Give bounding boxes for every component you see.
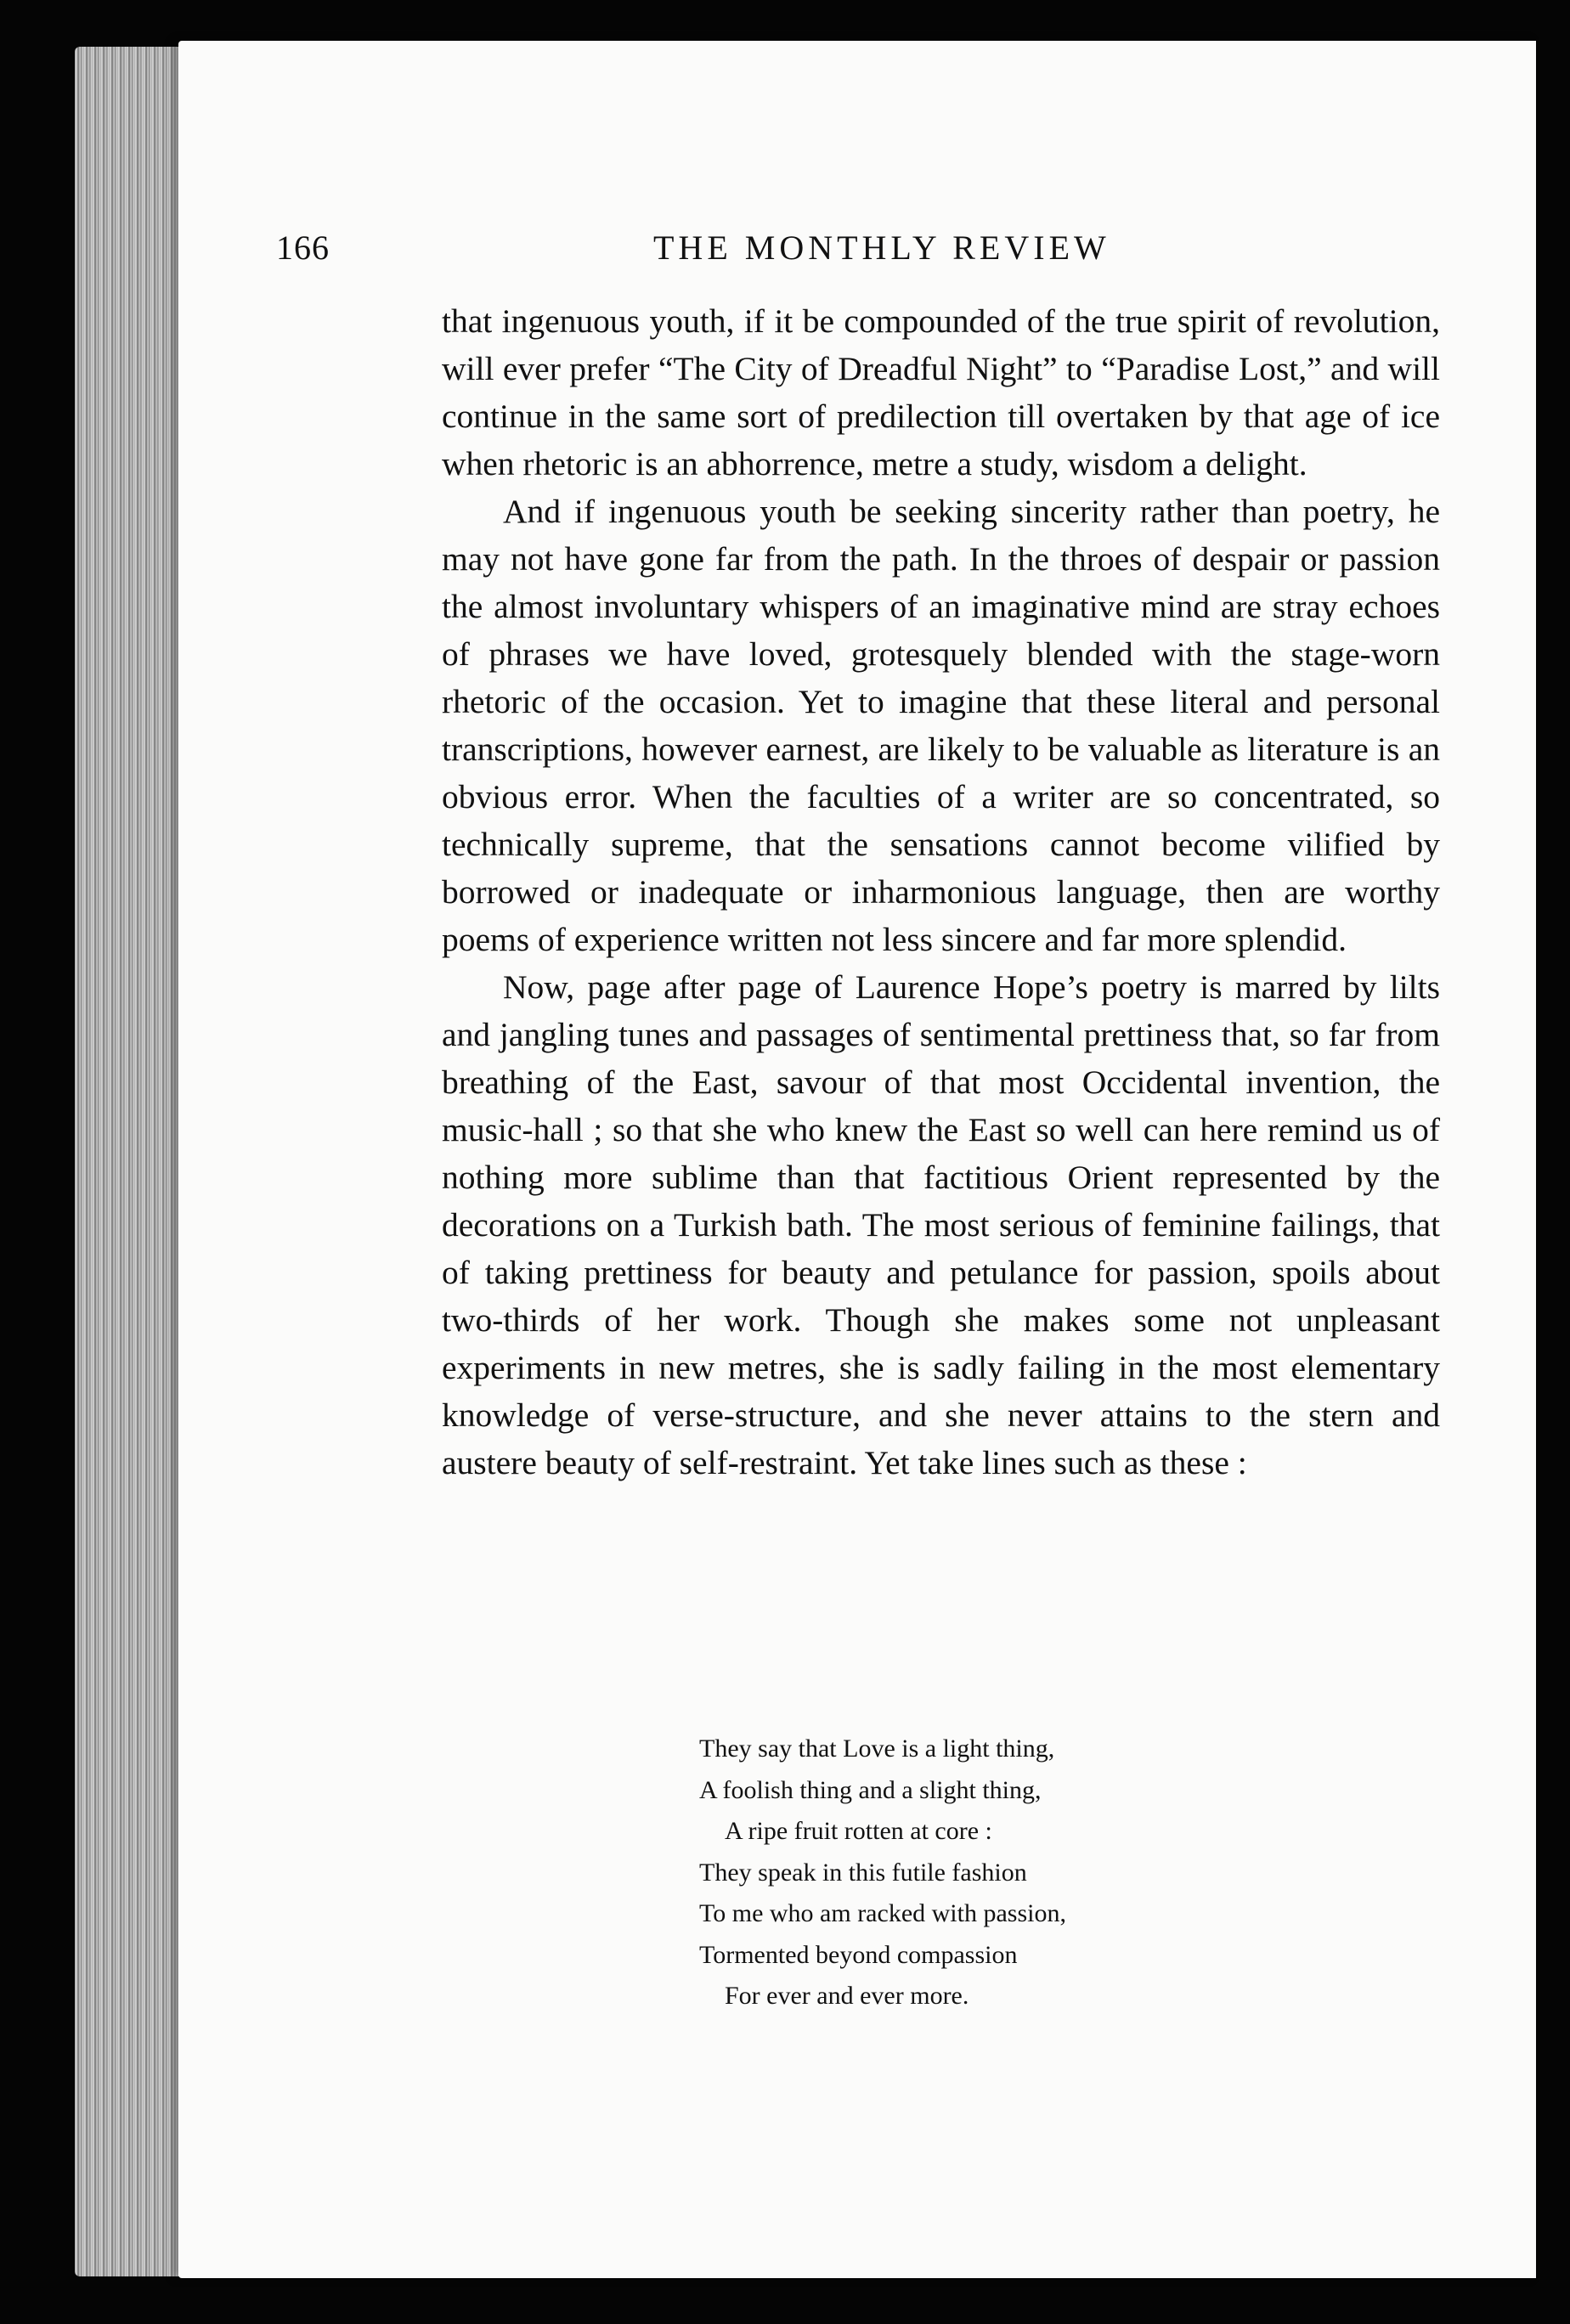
poem-line: They say that Love is a light thing, xyxy=(699,1735,1055,1763)
poem-line: To me who am racked with passion, xyxy=(699,1899,1066,1927)
running-head: THE MONTHLY REVIEW xyxy=(653,228,1110,267)
poem-line: For ever and ever more. xyxy=(725,1982,969,2010)
poem-line: They speak in this futile fashion xyxy=(699,1858,1027,1887)
page-header xyxy=(276,228,1228,287)
page-number: 166 xyxy=(276,228,330,267)
poem-line: Tormented beyond compassion xyxy=(699,1940,1018,1969)
paragraph-1: that ingenuous youth, if it be compounded of the true spirit of revolution, will ever prefer “The City of Dreadful Night” to “Paradise Lost,” and will continue in the same sort of predilection till overtaken by that age of ice when rhetoric is an abhorrence, metre a study, wisdom a delight. xyxy=(442,302,1440,482)
poem-line: A foolish thing and a slight thing, xyxy=(699,1775,1042,1804)
poem-quotation xyxy=(699,1729,1175,2017)
paragraph-3: Now, page after page of Laurence Hope’s poetry is marred by lilts and jangling tunes and passages of sentimental prettiness that, so far from breathing of the East, savour of that most Occidental invention, the music-hall ; so that she who knew the East so well can here remind us of nothing more sublime than that factitious Orient represented by the decorations on a Turkish bath. The most serious of feminine failings, that of taking prettiness for beauty and petulance for passion, spoils about two-thirds of her work. Though she makes some not unpleasant experiments in new metres, she is sadly failing in the most elementary knowledge of verse-structure, and she never attains to the stern and austere beauty of self-restraint. Yet take lines such as these : xyxy=(442,968,1440,1481)
article-body xyxy=(442,297,1440,1486)
paragraph-2: And if ingenuous youth be seeking sincerity rather than poetry, he may not have gone far from the path. In the throes of despair or passion the almost involuntary whispers of an imaginative mind are stray echoes of phrases we have loved, grotesquely blended with the stage-worn rhetoric of the occasion. Yet to imagine that these literal and personal transcriptions, however earnest, are likely to be valuable as literature is an obvious error. When the faculties of a writer are so concentrated, so technically supreme, that the sensations cannot become vilified by borrowed or inadequate or inharmonious language, then are worthy poems of experience written not less sincere and far more splendid. xyxy=(442,493,1440,958)
poem-line: A ripe fruit rotten at core : xyxy=(725,1817,992,1845)
